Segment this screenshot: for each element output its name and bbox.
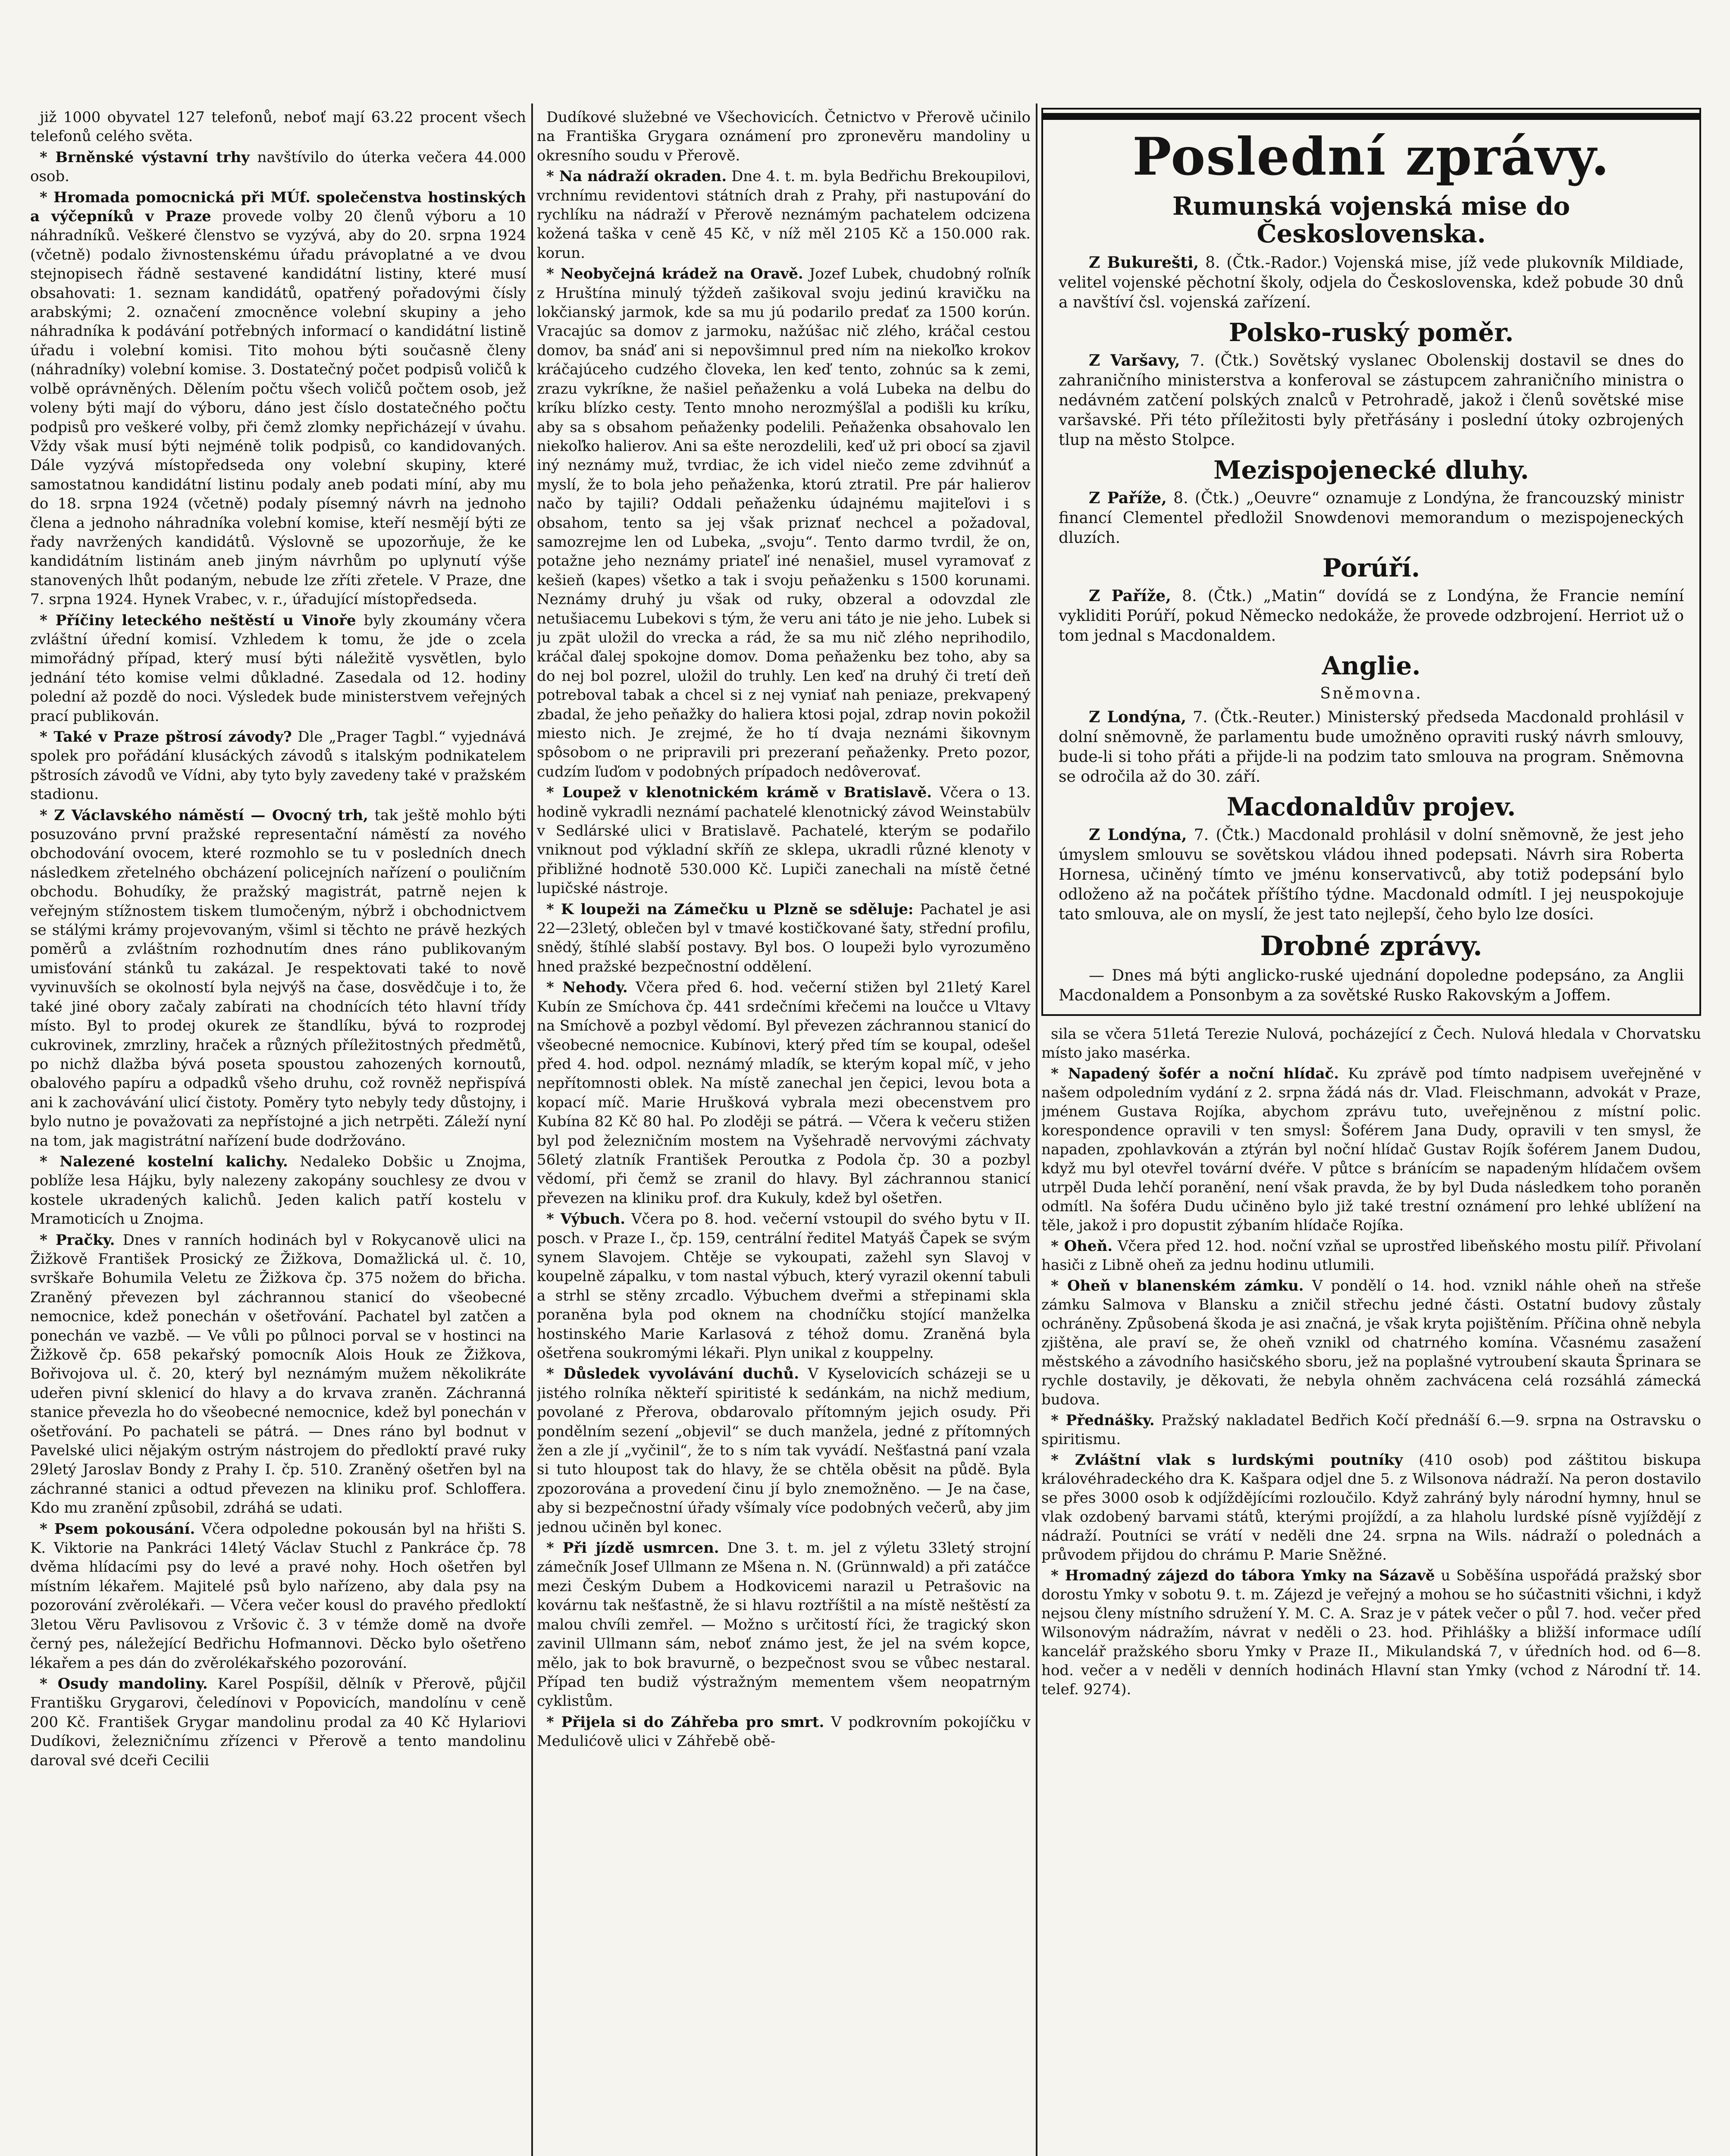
article-paragraph: [537, 900, 1031, 977]
article-paragraph: [1059, 253, 1684, 313]
article-paragraph: [30, 148, 526, 186]
article-text: Včera před 12. hod. noční vzňal se uprostřed libeňského mostu pilíř. Přivolaní hasiči z Libně oheň za jednu hodinu utlumili.: [1041, 1238, 1701, 1274]
article-lead: * Nehody.: [546, 979, 628, 997]
article-text: Pražský nakladatel Bedřich Kočí přednáší 6.—9. srpna na Ostravsku o spiritismu.: [1041, 1412, 1701, 1448]
article-lead: * Loupež v klenotnickém krámě v Bratislavě.: [546, 784, 932, 802]
article-lead: Z Varšavy,: [1089, 351, 1180, 370]
article-text: navštívilo do úterka večera 44.000 osob.: [30, 148, 526, 185]
article-text: (410 osob) pod záštitou biskupa královéhradeckého dra K. Kašpara odjel dne 5. z Wilsonova nádraží. Na peron dostavilo se přes 3000 osob k odjíždějícími rozloučilo. Když zahráný byly národní hymny, hnul se vlak ozdobený barvami států, kterými projíždí, a za hlaholu lurdské písně vyjíždějí z nádraží. Poutníci se vrátí v neděli dne 24. srpna na Wils. nádraží o polednách a průvodem přijdou do chrámu P. Marie Sněžné.: [1041, 1451, 1701, 1564]
section-heading: Mezispojenecké dluhy.: [1213, 455, 1529, 485]
latest-news-sections: [1059, 253, 1684, 1006]
article-lead: * Brněnské výstavní trhy: [40, 148, 250, 166]
article-paragraph: [537, 1539, 1031, 1711]
section-heading: Drobné zprávy.: [1260, 930, 1482, 962]
article-lead: * Při jízdě usmrcen.: [546, 1539, 719, 1557]
article-text: 7. (Čtk.) Macdonald prohlásil v dolní sněmovně, že jest jeho úmyslem smlouvu se sovětskou vládou ihned podepsati. Návrh sira Roberta Hornesa, učiněný tímto ve jménu konservativců, aby totiž podepsání bylo odloženo až na počátek příštího týdne. Macdonald odmítl. I jej neuspokojuje tato smlouva, ale on myslí, že jest tato nejlepší, čeho bylo lze dosíci.: [1059, 826, 1684, 923]
article-lead: * Neobyčejná krádež na Oravě.: [546, 265, 803, 283]
article-text: Včera o 13. hodině vykradli neznámí pachatelé klenotnický závod Weinstabülv v Sedlárské ulici v Bratislavě. Pachatelé, kterým se podařilo vniknout pod výkladní skříň ze sklepa, ukradli různé klenoty v přibližné hodnotě 530.000 Kč. Lupiči zanechali na místě četné lupičské nástroje.: [537, 784, 1031, 897]
article-paragraph: [1059, 586, 1684, 646]
article-lead: * Osudy mandoliny.: [40, 1675, 208, 1692]
article-paragraph: [1041, 1025, 1701, 1062]
article-paragraph: [537, 1713, 1031, 1751]
article-text: V podkrovním pokojíčku v Medulićově ulici v Záhřebě obě-: [537, 1713, 1031, 1750]
article-text: 8. (Čtk.-Rador.) Vojenská mise, jíž vede plukovník Mildiade, velitel vojenské pěchotní školy, odjela do Československa, kdež pobude 30 dnů a navštíví čsl. vojenská zařízení.: [1059, 254, 1684, 311]
article-paragraph: [30, 1152, 526, 1229]
article-lead: Z Londýna,: [1089, 826, 1187, 844]
section-subheading: Sněmovna.: [1320, 685, 1423, 702]
article-lead: * Výbuch.: [546, 1210, 626, 1228]
article-lead: * Nalezené kostelní kalichy.: [40, 1153, 288, 1170]
article-text: Nedaleko Dobšic u Znojma, poblíže lesa Hájku, byly nalezeny zakopány souchlesy ze dvou v kostele ukradených kalichů. Jeden kalich patří kostelu v Mramoticích u Znojma.: [30, 1153, 526, 1228]
article-lead: * Hromadný zájezd do tábora Ymky na Sázavě: [1051, 1567, 1435, 1584]
section-heading: Anglie.: [1322, 651, 1421, 680]
article-text: Dnes v ranních hodinách byl v Rokycanově ulici na Žižkově František Prosický ze Žižkova, Domažlická ul. č. 10, svrškaře Bohumila Veletu ze Žižkova čp. 375 nožem do břicha. Zraněný převezen byl záchrannou stanicí do všeobecné nemocnice, kdež ponechán v ošetřování. Pachatel byl zatčen a ponechán ve vazbě. — Ve vůli po půlnoci porval se v hostinci na Žižkově čp. 658 pekařský pomocník Alois Houk ze Žižkova, Bořivojova ul. č. 20, který byl neznámým mužem několikráte udeřen pivní sklenicí do hlavy a do krvava zraněn. Záchranná stanice převezla ho do všeobecné nemocnice, kdež byl ponechán v ošetřování. Po pachateli se pátrá. — Dnes ráno byl bodnut v Pavelské ulici nějakým ostrým nástrojem do předloktí pravé ruky 29letý Jaroslav Bondy z Prahy I. čp. 510. Zraněný ošetřen byl na záchranné stanici a odtud převezen na kliniku prof. Schloffera. Kdo mu zranění způsobil, zdráhá se udati.: [30, 1231, 526, 1517]
article-paragraph: [537, 264, 1031, 781]
article-lead: * Pračky.: [40, 1231, 115, 1249]
article-lead: Z Londýna,: [1089, 708, 1187, 726]
article-paragraph: [1059, 707, 1684, 787]
article-text: Včera před 6. hod. večerní stižen byl 21letý Karel Kubín ze Smíchova čp. 441 srdečními křečemi na loučce u Vltavy na Smíchově a pozbyl vědomí. Byl převezen záchrannou stanicí do všeobecné nemocnice. Kubínovi, který před tím se koupal, odešel před 4. hod. odpol. neznámý mladík, se kterým kopal míč, v jeho nepřítomnosti oblek. Na místě zanechal jen čepici, levou bota a kopací míč. Marie Hrušková vybrala mezi obecenstvem pro Kubína 82 Kč 80 hal. Po zloději se pátrá. — Včera k večeru stižen byl pod železničním mostem na Vyšehradě nervovými záchvaty 56letý zlatník František Peroutka z Podola čp. 30 a pozbyl vědomí, při čemž se zranil do hlavy. Byl záchrannou stanicí převezen na kliniku prof. dra Kukuly, kdež byl ošetřen.: [537, 979, 1031, 1207]
article-lead: * Přednášky.: [1051, 1412, 1155, 1429]
latest-news-headline: Rumunská vojenská mise do Československa.: [1172, 191, 1570, 248]
column-rule: [1036, 103, 1037, 2156]
article-paragraph: [30, 1231, 526, 1518]
article-lead: * Z Václavského náměstí — Ovocný trh,: [40, 806, 368, 824]
article-text: Ku zprávě pod tímto nadpisem uveřejněné v našem odpoledním vydání z 2. srpna žádá nás dr. Vlad. Fleischmann, advokát v Praze, jménem Gustava Rojíka, abychom zprávu tuto, uveřejněnou z místní polic. korespondence opravili v ten smysl: Šoférem Jana Dudy, opravili v ten smysl, že napaden, zpohlavkován a ztýrán byl noční hlídač Gustav Rojík šoférem Janem Dudou, když mu byl otevřel tovární dvéře. V půtce s bránícím se napadeným hlídačem ovšem utrpěl Duda lehčí poranění, není však pravda, že by byl Duda následkem toho poraněn odmítl. Na šoféra Dudu učiněno bylo již také trestní oznámení pro lehké ublížení na těle, jakož i pro dopustit zýbaním hlídače Rojíka.: [1041, 1065, 1701, 1234]
article-paragraph: [1059, 351, 1684, 450]
article-lead: Z Paříže,: [1089, 587, 1171, 605]
article-paragraph: [1041, 1276, 1701, 1409]
article-lead: * Důsledek vyvolávání duchů.: [546, 1365, 799, 1383]
column-rule: [531, 103, 533, 2156]
article-paragraph: [1059, 825, 1684, 924]
article-text: již 1000 obyvatel 127 telefonů, neboť mají 63.22 procent všech telefonů celého světa.: [30, 109, 526, 145]
article-lead: * K loupeži na Zámečku u Plzně se sděluje:: [546, 900, 914, 918]
article-text: byly zkoumány včera zvláštní úřední komisí. Vzhledem k tomu, že jde o zcela mimořádný případ, který musí býti náležitě vysvětlen, bylo jednání této komise velmi důkladné. Zasedala od 12. hodiny polední až pozdě do noci. Výsledek bude ministerstvem veřejných prací publikován.: [30, 611, 526, 725]
article-lead: * Přijela si do Záhřeba pro smrt.: [546, 1713, 824, 1731]
article-text: 8. (Čtk.) „Oeuvre“ oznamuje z Londýna, že francouzský ministr financí Clementel předložil Snowdenovi memorandum o mezispojeneckých dluzích.: [1059, 489, 1684, 547]
article-paragraph: [537, 1364, 1031, 1537]
article-text: Pachatel je asi 22—23letý, oblečen byl v tmavé kostičkované šaty, střední profilu, snědý, štíhlé slabší postavy. Byl bos. O loupeži bylo vyrozuměno hned pražské bezpečnostní oddělení.: [537, 900, 1031, 975]
article-lead: Z Bukurešti,: [1089, 254, 1199, 272]
article-lead: * Příčiny leteckého neštěstí u Vinoře: [40, 611, 356, 629]
article-paragraph: [1041, 1237, 1701, 1275]
article-text: u Soběšína uspořádá pražský sbor dorostu Ymky v sobotu 9. t. m. Zájezd je veřejný a mohou se ho súčastniti všichni, i když nejsou členy místního sdružení Y. M. C. A. Sraz je v pátek večer o půl 7. hod. večer před Wilsonovým nádražím, návrat v neděli o 23. hod. Přihlášky a bližší informace udílí kancelář pražského sboru Ymky v Praze II., Mikulandská 7, v úředních hod. od 6—8. hod. večer a v neděli v denních hodinách Hlavní stan Ymky (vchod z Národní tř. 14. telef. 9274).: [1041, 1567, 1701, 1698]
latest-news-title: Poslední zprávy.: [1132, 126, 1610, 187]
article-paragraph: [1041, 1451, 1701, 1564]
article-text: 7. (Čtk.-Reuter.) Ministerský předseda Macdonald prohlásil v dolní sněmovně, že parlamentu bude umožněno opraviti ruský návrh smlouvy, bude-li si toho přáti a přijde-li na podzim tato smlouva na program. Sněmovna se odročila až do 30. září.: [1059, 708, 1684, 786]
article-paragraph: [30, 108, 526, 146]
article-paragraph: [30, 188, 526, 609]
article-text: Dne 3. t. m. jel z výletu 33letý strojní zámečník Josef Ullmann ze Mšena n. N. (Grünnwald) a při zatáčce mezi Českým Dubem a Hodkovicemi narazil u Petrašovic na kovárnu tak nešťastně, že si hlavu roztříštil a na místě neštěstí za malou chvíli zemřel. — Možno s určitostí říci, že tragický skon zavinil Ullmann sám, neboť známo jest, že jel na svém kopce, mělo, jak to bok bravurně, o bezpečnost svou se vůbec nestaral. Případ ten budiž výstražným mementem všem neopatrným cyklistům.: [537, 1539, 1031, 1710]
article-text: Dne 4. t. m. byla Bedřichu Brekoupilovi, vrchnímu revidentovi státních drah z Prahy, při nastupování do rychlíku na nádraží v Přerově neznámým pachatelem odcizena kožená taška v ceně 45 Kč, v níž měl 2105 Kč a 150.000 rak. korun.: [537, 168, 1031, 262]
article-text: tak ještě mohlo býti posuzováno první pražské representační náměstí za nového obchodování ovocem, které rozmohlo se tu v posledních dnech následkem zřetelného obcházení policejních nařízení o pouličním obchodu. Bohudíky, že pražský magistrát, patrně nejen k veřejným stížnostem tiskem tlumočeným, nýbrž i obchodnictvem se stálými krámy projevovaným, všiml si těchto ne právě hezkých poměrů a zvláštním rozhodnutím dnes ráno publikovaným umisťování stánků tu zakázal. Je respektovati také to nově vyvinuvších se okolností byla nejvýš na čase, dosvědčuje i to, že také jiné obory začaly zabírati na chodnících této hlavní třídy místo. Byl to prodej okurek ze štandlíku, bývá to rozprodej cukrovinek, zmrzliny, hraček a různých příležitostných předmětů, po nichž dlažba bývá poseta spoustou zahozených kornoutů, obalového papíru a odpadků všeho druhu, což rovněž nepřispívá ani k zachovávání ulicí čistoty. Poměry tyto nebyly tedy důstojny, i bylo nutno je považovati za nepřístojné a jich netrpěti. Záleží nyní na tom, jak magistrátní nařízení bude dodržováno.: [30, 806, 526, 1150]
article-paragraph: [30, 806, 526, 1150]
section-heading: Macdonaldův projev.: [1226, 792, 1516, 821]
article-paragraph: [30, 727, 526, 804]
article-text: Včera po 8. hod. večerní vstoupil do svého bytu v II. posch. v Praze I., čp. 159, centrální ředitel Matyáš Čapek se svým synem Slavojem. Chtěje se vykoupati, zažehl syn Slavoj v koupelně zápalku, v tom nastal výbuch, který vyrazil okenní tabuli a strhl se stěny zrcadlo. Výbuchem dveřmi a střepinami skla poraněna byla pod oknem na chodníčku stojící manželka hostinského Marie Karlasová z téhož domu. Zraněná byla ošetřena soukromými lékaři. Plyn unikal z kouppelny.: [537, 1210, 1031, 1362]
article-text: provede volby 20 členů výboru a 10 náhradníků. Veškeré členstvo se vyzývá, aby do 20. srpna 1924 (včetně) podalo živnostenskému úřadu právoplatné a ve dvou stejnopisech řádně sestavené kandidátní listiny, které musí obsahovati: 1. seznam kandidátů, opatřený pořadovými čísly arabskými; 2. označení zmocněnce volební skupiny a jeho náhradníka k podávání potřebných informací o kandidátní listině úřadu i volební komisi. Tito mohou býti současně členy (náhradníky) volební komise. 3. Dostatečný počet podpisů voličů k volbě oprávněných. Dělením počtu všech voličů počtem osob, jež voleny býti mají do výboru, dáno jest číslo dostatečného počtu podpisů pro veškeré volby, při čemž zlomky nepřicházejí v úvahu. Vždy však musí býti nejméně tolik podpisů, co kandidovaných. Dále vyzývá místopředseda ony volební skupiny, které samostatnou kandidátní listinu podaly aneb podati míní, aby mu do 18. srpna 1924 (včetně) podaly písemný návrh na jednoho člena a jednoho náhradníka volební komise, kteří nesmějí býti ze řady navržených kandidátů. Výslovně se upozorňuje, že ke kandidátním listinám aneb jiným návrhům po uplynutí výše stanovených lhůt podaným, nebude lze zříti zřetele. V Praze, dne 7. srpna 1924. Hynek Vrabec, v. r., úřadující místopředseda.: [30, 208, 526, 608]
article-paragraph: [537, 783, 1031, 898]
article-text: Dudíkové služebné ve Všechovicích. Četnictvo v Přerově učinilo na Františka Grygara oznámení pro zpronevěru mandoliny u okresního soudu v Přerově.: [537, 109, 1031, 164]
article-paragraph: [537, 978, 1031, 1208]
article-paragraph: [537, 1210, 1031, 1363]
article-paragraph: [1041, 1411, 1701, 1449]
right-lower-articles: [1041, 1025, 1701, 1699]
article-lead: * Na nádraží okraden.: [546, 168, 727, 185]
article-lead: * Hromada pomocnická při MÚf. společenstva hostinských a výčepníků v Praze: [30, 188, 526, 226]
article-text: Karel Pospíšil, dělník v Přerově, půjčil Františku Grygarovi, čeledínovi v Popovicích, mandolínu v ceně 200 Kč. František Grygar mandolinu prodal za 40 Kč Hylariovi Dudíkovi, železničnímu zřízenci v Přerově a tento mandolinu daroval své dceři Cecilii: [30, 1675, 526, 1769]
article-paragraph: [30, 1520, 526, 1673]
article-paragraph: [537, 167, 1031, 263]
article-text: sila se včera 51letá Terezie Nulová, pocházející z Čech. Nulová hledala v Chorvatsku místo jako masérka.: [1041, 1025, 1701, 1062]
middle-column: [537, 108, 1031, 2156]
article-paragraph: [30, 1674, 526, 1770]
article-paragraph: [1059, 966, 1684, 1006]
article-text: Včera odpoledne pokousán byl na hřišti S. K. Viktorie na Pankráci 14letý Václav Stuchl z Pankráce čp. 78 dvěma hlídacími psy do levé a pravé nohy. Hoch ošetřen byl místním lékařem. Majitelé psů bylo nařízeno, aby dala psy na pozorování zvěrolékaři. — Včera večer kousl do pravého předloktí 3letou Věru Pavlisovou z Vršovic č. 3 v témže domě na dvoře černý pes, náležející Bedřichu Hofmannovi. Děcko bylo ošetřeno lékařem a pes dán do zvěrolékařského pozorování.: [30, 1520, 526, 1672]
article-lead: * Také v Praze pštrosí závody?: [40, 728, 292, 746]
article-paragraph: [1059, 488, 1684, 548]
right-column: [1041, 108, 1701, 2156]
article-text: Jozef Lubek, chudobný roľník z Hruštína minulý týždeň zašikoval svoju jedinú kravičku na lokčianský jarmok, kde sa mu jú podarilo predať za 1500 korún. Vracajúc sa domov z jarmoku, nažúšac nič zlého, kráčal cestou domov, ba snáď ani si nepovšimnul pred ním na niekoľko krokov kráčajúceho cudzého človeka, len keď tento, zohnúc sa k zemi, zrazu vykríkne, že našiel peňaženku a volá Lubeka na delbu do kríku blízko cesty. Tento mnoho nerozmýšľal a podišli ku kríku, aby sa s obsahom peňaženky podelili. Peňaženka obsahovalo len niekoľko halierov. Ani sa ešte nerozdelili, keď už pri obocí sa zjavil iný neznámy muž, tvrdiac, že ich videl niečo zeme zdvihnúť a myslí, že to bola jeho peňaženka, ktorú ztratil. Pre pár halierov načo by tajili? Oddali peňaženku údajnému majiteľovi i s obsahom, tento sa jej však priznať nechcel a požadoval, samozrejme len od Lubeka, „svoju“. Tento darmo tvrdil, že on, potažne jeho neznámy priateľ iné nenašiel, musel vyramovať z kešieň (kapes) všetko a tak i svoju peňaženku s 1500 korunami. Neznámy druhý ju však od ruky, obzeral a odovzdal zle netušiacemu Lubekovi s tým, že veru ani táto je nie jeho. Lubek si ju zpät uložil do vrecka a rád, že sa mu nič zlého neprihodilo, kráčal ďalej spokojne domov. Doma peňaženku bez toho, aby sa do nej bol pozrel, uložil do truhly. Len keď na druhý či tretí deň potreboval tabak a chcel si z nej vyniať nah peniaze, prekvapený zbadal, že jeho peňažky do haliera ktosi pojal, zdrap novin pokožil miesto nich. Je zrejmé, že ho tí dvaja neznámi šikovnym spôsobom o ne pripravili pri prezeraní peňaženky. Preto pozor, cudzím ľuďom v podobných prípadoch nedôverovať.: [537, 265, 1031, 780]
section-heading: Polsko-ruský poměr.: [1229, 318, 1514, 347]
article-paragraph: [1041, 1566, 1701, 1699]
article-text: Dle „Prager Tagbl.“ vyjednává spolek pro pořádání klusáckých závodů s italským podnikatelem pštrosích závodů ve Vídni, aby tyto byly zavedeny také v pražském stadionu.: [30, 728, 526, 803]
latest-news-box: [1041, 108, 1701, 1016]
article-text: — Dnes má býti anglicko-ruské ujednání dopoledne podepsáno, za Anglii Macdonaldem a Ponsonbym a za sovětské Rusko Rakovským a Joffem.: [1059, 967, 1684, 1004]
article-text: 7. (Čtk.) Sovětský vyslanec Obolenskij dostavil se dnes do zahraničního ministerstva a konferoval se zástupcem zahraničního ministra o nedávném zatčení polských znalců v Petrohradě, jakož i členů sovětské mise varšavské. Při této příležitosti byly přetřásány i poslední útoky ozbrojených tlup na město Stolpce.: [1059, 352, 1684, 449]
article-lead: * Zvláštní vlak s lurdskými poutníky: [1051, 1451, 1403, 1469]
box-top-bar: [1043, 113, 1699, 120]
article-lead: * Oheň v blanenském zámku.: [1051, 1277, 1304, 1294]
article-lead: Z Paříže,: [1089, 489, 1167, 507]
article-paragraph: [537, 108, 1031, 165]
article-text: V Kyselovicích scházeji se u jistého rolníka někteří spiritisté k sedánkám, na nichž medium, povolané z Přerova, obdarovalo přítomným jejich osudy. Při pondělním sezení „objevil“ se duch manžela, jedné z přítomných žen a zle jí „vyčinil“, že to s ním tak vyvádí. Nešťastná paní vzala si tuto hloupost tak do hlavy, že se chtěla oběsit na půdě. Byla zpozorována a provedení činu jí bylo znemožněno. — Je na čase, aby si bezpečnostní úřady všímaly více podobných večerů, aby jim jednou učiněn byl konec.: [537, 1365, 1031, 1536]
article-text: 8. (Čtk.) „Matin“ dovídá se z Londýna, že Francie nemíní vykliditi Porúří, pokud Německo nedokáže, že provede odzbrojení. Herriot už o tom jednal s Macdonaldem.: [1059, 587, 1684, 645]
article-lead: * Oheň.: [1051, 1238, 1113, 1255]
article-lead: * Napadený šofér a noční hlídač.: [1051, 1065, 1339, 1082]
article-paragraph: [30, 611, 526, 726]
left-column: [30, 108, 526, 2156]
article-lead: * Psem pokousání.: [40, 1520, 195, 1538]
article-text: V pondělí o 14. hod. vznikl náhle oheň na střeše zámku Salmova v Blansku a zničil střechu jedné části. Ostatní budovy zůstaly ochráněny. Způsobená škoda je asi značná, je však kryta pojištěním. Příčina ohně nebyla zjištěna, ale praví se, že oheň vznikl od chatrného komína. Včasnému zasažení městského a závodního hasičského sboru, jež na poplašné vytroubení skauta Šprinara se rychle dostavily, je děkovati, že nebyla ohněm zachvácena celá rozsáhlá zámecká budova.: [1041, 1277, 1701, 1408]
article-paragraph: [1041, 1064, 1701, 1235]
section-heading: Porúří.: [1322, 553, 1420, 583]
